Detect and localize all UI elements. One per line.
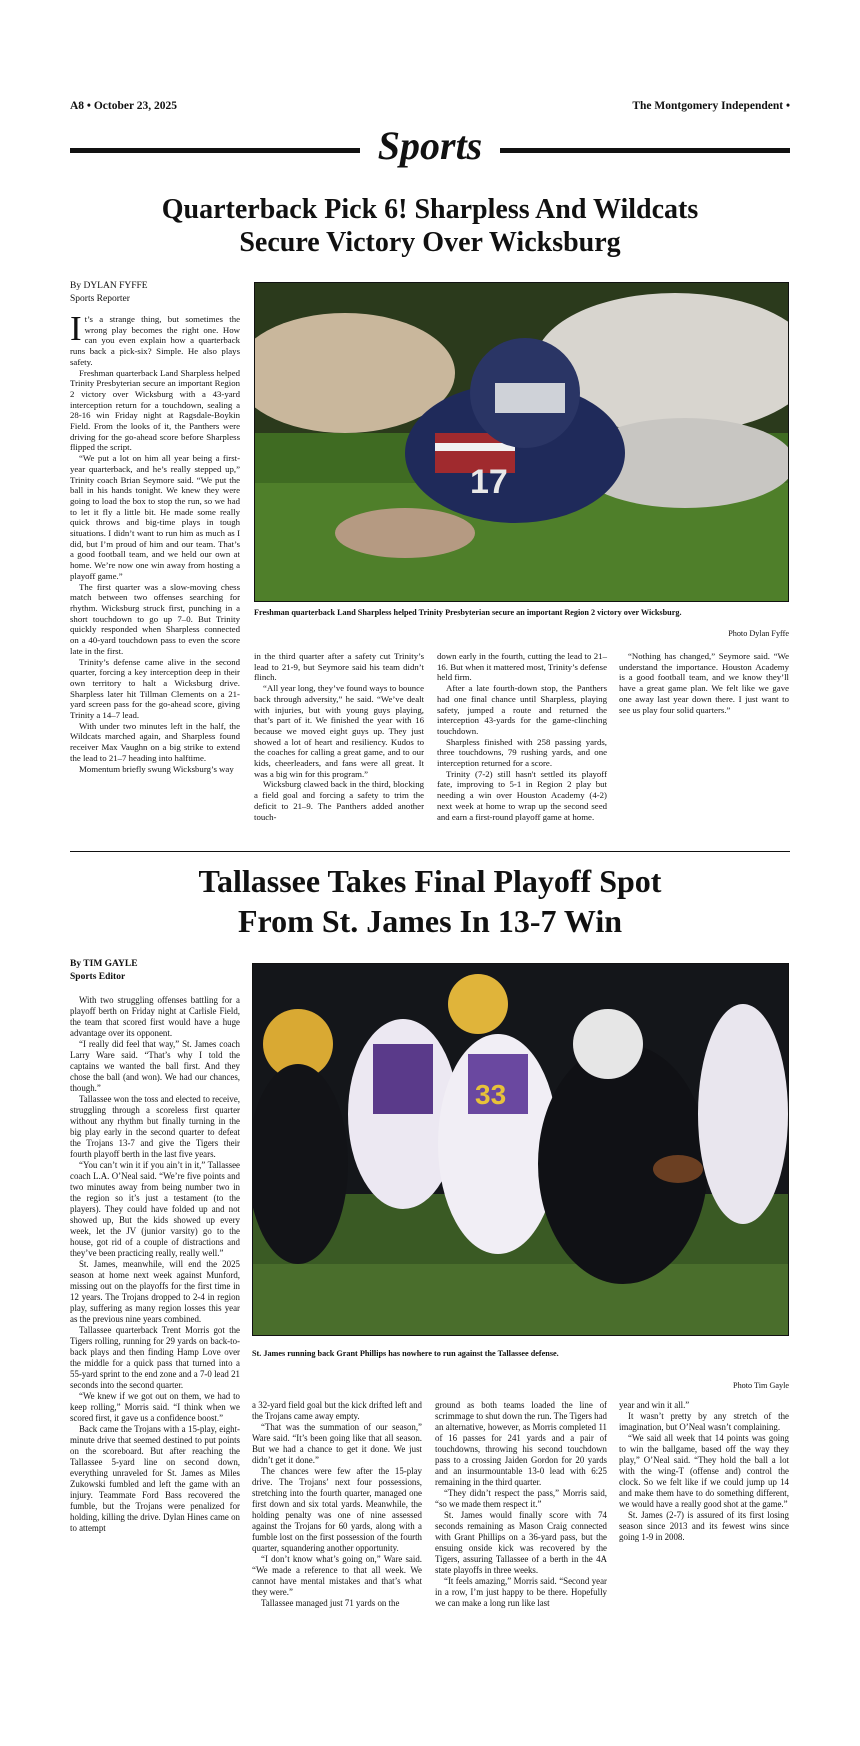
section-title: Sports — [0, 122, 860, 170]
article2-photo — [252, 963, 789, 1336]
svg-text:17: 17 — [470, 463, 508, 501]
football-photo-image-2 — [253, 964, 789, 1336]
article-divider — [70, 851, 790, 852]
article2-column-2: a 32-yard field goal but the kick drifted left and the Trojans came away empty. “That was the summation of our season,” Ware said. “It’s been going like that all season. But we had a chance to get it done. We just didn’t get it done.” The chances were few after the 15-play drive. The Trojans’ next four possessions, stretching into the fourth quarter, managed one first down and six total yards. Meanwhile, the holding penalty was one of nine assessed against the Trojans for 60 yards, along with a fumble lost on the first possession of the fourth quarter, squandering another opportunity. “I don’t know what’s going on,” Ware said. “We made a reference to that all week. We cannot have mental mistakes and that’s what they were.” Tallassee managed just 71 yards on the — [252, 1400, 422, 1608]
article1-caption: Freshman quarterback Land Sharpless helped Trinity Presbyterian secure an important Region 2 victory over Wicksburg. — [254, 608, 682, 617]
article2-byline-role: Sports Editor — [70, 972, 126, 982]
football-photo-image — [255, 283, 789, 602]
article2-headline: Tallassee Takes Final Playoff Spot From St. James In 13-7 Win — [198, 863, 662, 939]
article2-column-4: year and win it all.” It wasn’t pretty by any stretch of the imagination, but O’Neal wasn’t complaining. “We said all week that 14 points was going to win the ballgame, based off the way they play,” O’Neal said. “They hold the ball a lot with the wing-T (offense and) control the clock. So we felt like if we could jump up 14 and make them have to do something different, we would have a really good shot at the game.” St. James (2-7) is assured of its first losing season since 2013 and its fewest wins since going 1-9 in 2008. — [619, 1400, 789, 1542]
article1-column-2: in the third quarter after a safety cut Trinity’s lead to 21-9, but Seymore said his team didn’t flinch. “All year long, they’ve found ways to bounce back through adversity,” he said. “We’ve dealt with injuries, but with young guys playing, that’s part of it. We finished the year with 16 because we moved eight guys up. They just showed a lot of heart and resiliency. Kudos to the coaches for calling a great game, and to our kids, cheerleaders, and fans were all great. It was a big win for this program.” Wicksburg clawed back in the third, blocking a field goal and forcing a safety to trim the deficit to 21–9. The Panthers added another touch- — [254, 651, 424, 822]
svg-text:33: 33 — [475, 1079, 507, 1110]
article1-photo — [254, 282, 789, 602]
article2-column-3: ground as both teams loaded the line of scrimmage to shut down the run. The Tigers had an alternative, however, as Morris completed 11 of 16 passes for 241 yards and a pair of touchdowns, throwing his second touchdown pass to a crossing Jaiden Gordon for 20 yards and an insurmountable 13-0 lead with 6:25 remaining in the third quarter. “They didn’t respect the pass,” Morris said, “so we made them respect it.” St. James would finally score with 74 seconds remaining as Mason Craig connected with Grant Phillips on a 36-yard pass, but the ensuing onside kick was recovered by the Tigers, assuring Tallassee of a berth in the 4A state playoffs in three weeks. “It feels amazing,” Morris said. “Second year in a row, I’m just happy to be there. Hopefully we can make a long run like last — [435, 1400, 607, 1608]
article1-byline: By DYLAN FYFFE — [70, 281, 148, 291]
dropcap: I — [70, 309, 82, 348]
page-folio: A8 • October 23, 2025 — [70, 100, 177, 112]
article2-caption: St. James running back Grant Phillips has nowhere to run against the Tallassee defense. — [252, 1349, 559, 1358]
article1-headline: Quarterback Pick 6! Sharpless And Wildcats Secure Victory Over Wicksburg — [161, 194, 699, 258]
article2-byline: By TIM GAYLE — [70, 959, 138, 969]
publication-name: The Montgomery Independent • — [632, 100, 790, 112]
article1-photo-credit: Photo Dylan Fyffe — [728, 629, 789, 638]
article1-byline-role: Sports Reporter — [70, 294, 130, 304]
article1-column-4: “Nothing has changed,” Seymore said. “We understand the importance. Houston Academy is a good football team, and we know they’ll have a great game plan. We felt like we gave one away last year down there. I just want to see us play four solid quarters.” — [619, 651, 789, 715]
article1-column-3: down early in the fourth, cutting the lead to 21–16. But when it mattered most, Trinity’s defense held firm. After a late fourth-down stop, the Panthers had one final chance until Sharpless, playing safety, jumped a route and returned the interception 43-yards for the game-clinching touchdown. Sharpless finished with 258 passing yards, three touchdowns, 79 rushing yards, and one interception returned for a score. Trinity (7-2) still hasn't settled its playoff fate, improving to 5-1 in Region 2 play but needing a win over Houston Academy (4-2) next week at home to wrap up the second seed and earn a first-round playoff game at home. — [437, 651, 607, 822]
article2-photo-credit: Photo Tim Gayle — [733, 1381, 789, 1390]
article2-column-1: With two struggling offenses battling for a playoff berth on Friday night at Carlisle Field, the team that scored first would have a huge advantage over its opponent. “I really did feel that way,” St. James coach Larry Ware said. “That’s why I told the captains we wanted the ball first. And they chose the ball (and won). We had our chances, though.” Tallassee won the toss and elected to receive, struggling through a scoreless first quarter without any rhythm but finally turning in the big play early in the second quarter to defeat the Trojans 13-7 and give the Tigers their fourth playoff berth in the last five years. “You can’t win it if you ain’t in it,” Tallassee coach L.A. O’Neal said. “We’re five points and two minutes away from being number two in the region so it’s just a testament (to the players). They could have folded up and not showed up, But the kids showed up every week, let the JV (junior varsity) go to the house, got rid of a couple of distractions and they’ve been practicing really, really well.” St. James, meanwhile, will end the 2025 season at home next week against Munford, missing out on the playoffs for the first time in 12 years. The Trojans dropped to 2-4 in region play, suffering as many region losses this year as the previous nine years combined. Tallassee quarterback Trent Morris got the Tigers rolling, running for 29 yards on back-to-back plays and then finding Hamp Love over the middle for a quick pass that turned into a 55-yard sprint to the end zone and a 7-0 lead 21 seconds into the second quarter. “We knew if we got out on them, we had to keep rolling,” Morris said. “I think when we scored first, it gave us a confidence boost.” Back came the Trojans with a 15-play, eight-minute drive that seemed destined to put points on the scoreboard. But after reaching the Tallassee 5-yard line on second down, everything unraveled for St. James as Miles Zukowski fumbled and left the game with an injury. Teammate Ford Bass recovered the fumble, but the Trojans were penalized for holding, killing the drive. Dylan Hines came on to attempt — [70, 995, 240, 1533]
article1-column-1: It’s a strange thing, but sometimes the wrong play becomes the right one. How can you even explain how a quarterback runs back a pick-six? Simple. He also plays safety. Freshman quarterback Land Sharpless helped Trinity Presbyterian secure an important Region 2 victory over Wicksburg with a 43-yard interception return for a touchdown, sealing a 28-16 win Friday night at Ragsdale-Boykin Field. From the looks of it, the Panthers were driving for the go-ahead score before Sharpless flipped the script. “We put a lot on him all year being a first-year quarterback, and he’s really stepped up,” Trinity coach Brian Seymore said. “We put the ball in his hands tonight. We knew they were going to load the box to stop the run, so we had to let it fly a little bit. He made some really quick throws and big-time plays in tough situations. I didn’t want to run him as much as I did, but I’m proud of him and our team. That’s a good football team, and we held our own at home. We’re now one win away from hosting a playoff game.” The first quarter was a slow-moving chess match between two offenses searching for rhythm. Wicksburg struck first, punching in a short touchdown to go up 7–0. But Trinity quickly responded when Sharpless connected on a 40-yard touchdown pass to even the score late in the first. Trinity’s defense came alive in the second quarter, forcing a key interception deep in their own territory to halt a Wicksburg drive. Sharpless later hit Tillman Clements on a 21-yard screen pass for the go-ahead score, giving Trinity a 14–7 lead. With under two minutes left in the half, the Wildcats marched again, and Sharpless found receiver Max Vaughn on a big strike to extend the lead to 21–7 heading into halftime. Momentum briefly swung Wicksburg’s way — [70, 309, 240, 774]
